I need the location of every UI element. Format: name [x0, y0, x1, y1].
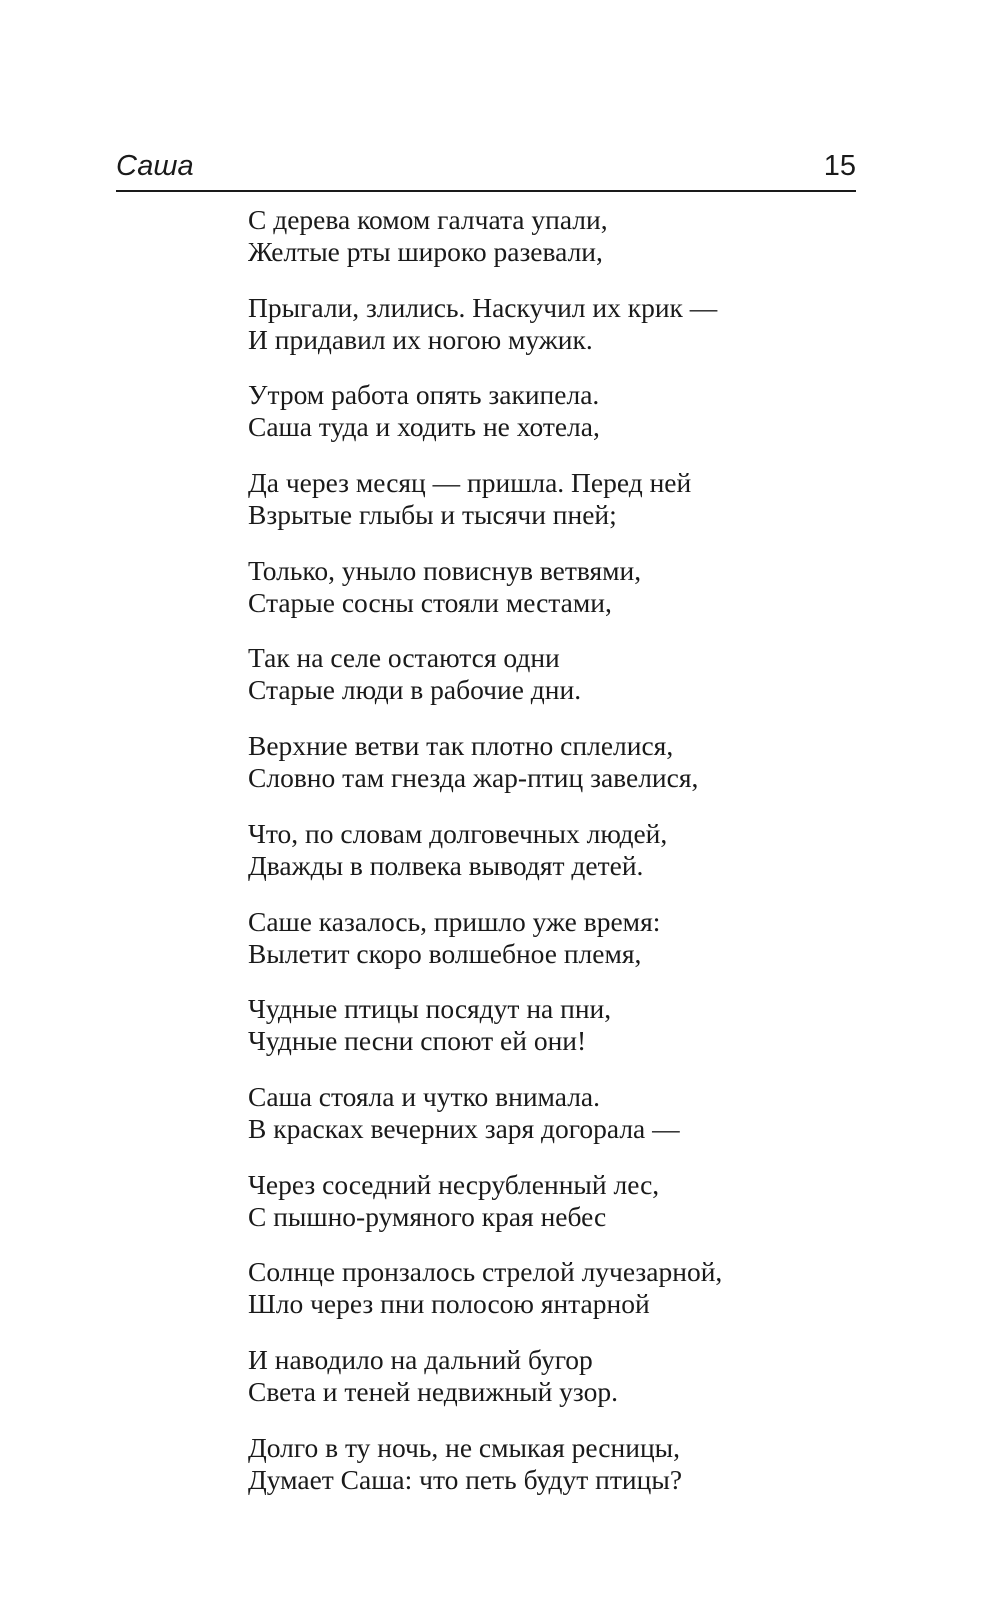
poem-line: Солнце пронзалось стрелой лучезарной,: [248, 1256, 723, 1288]
poem-line: С дерева комом галчата упали,: [248, 204, 608, 235]
stanza: [248, 379, 888, 443]
poem-line: С пышно-румяного края небес: [248, 1200, 607, 1232]
poem-line: Так на селе остаются одни: [248, 642, 560, 674]
poem-line: Света и теней недвижный узор.: [248, 1375, 619, 1407]
poem-line: Шло через пни полосою янтарной: [248, 1288, 650, 1320]
poem-line: Верхние ветви так плотно сплелися,: [248, 730, 674, 762]
page-number: 15: [823, 150, 856, 182]
poem-line: Прыгали, злились. Наскучил их крик —: [248, 291, 718, 323]
stanza: [248, 1256, 888, 1320]
poem-line: В красках вечерних заря догорала —: [248, 1112, 680, 1144]
stanza: [248, 993, 888, 1057]
poem-line: Дважды в полвека выводят детей.: [248, 849, 644, 881]
stanza: [248, 906, 888, 970]
stanza: [248, 730, 888, 794]
poem-line: Утром работа опять закипела.: [248, 379, 600, 411]
poem-line: Взрытые глыбы и тысячи пней;: [248, 499, 617, 531]
poem-line: Саша туда и ходить не хотела,: [248, 411, 600, 443]
poem-body: [248, 204, 888, 1519]
poem-line: Желтые рты широко разевали,: [248, 236, 603, 267]
poem-line: Старые люди в рабочие дни.: [248, 674, 582, 706]
stanza: [248, 642, 888, 706]
poem-line: И придавил их ногою мужик.: [248, 323, 593, 355]
stanza: [248, 555, 888, 619]
poem-line: Чудные песни споют ей они!: [248, 1025, 587, 1057]
poem-line: Вылетит скоро волшебное племя,: [248, 937, 642, 969]
stanza: [248, 1081, 888, 1145]
stanza: [248, 818, 888, 882]
stanza: [248, 292, 888, 356]
poem-line: Старые сосны стояли местами,: [248, 586, 612, 618]
running-header: [116, 148, 856, 192]
stanza: [248, 204, 888, 268]
running-header-title: Саша: [116, 150, 194, 182]
poem-line: Только, уныло повиснув ветвями,: [248, 554, 642, 586]
poem-line: И наводило на дальний бугор: [248, 1343, 593, 1375]
poem-line: Да через месяц — пришла. Перед ней: [248, 467, 692, 499]
poem-line: Долго в ту ночь, не смыкая ресницы,: [248, 1431, 681, 1463]
poem-line: Словно там гнезда жар-птиц завелися,: [248, 762, 699, 794]
poem-line: Чудные птицы посядут на пни,: [248, 993, 612, 1025]
stanza: [248, 1344, 888, 1408]
stanza: [248, 1432, 888, 1496]
stanza: [248, 1169, 888, 1233]
stanza: [248, 467, 888, 531]
poem-line: Что, по словам долговечных людей,: [248, 817, 668, 849]
poem-line: Через соседний несрубленный лес,: [248, 1168, 660, 1200]
poem-line: Думает Саша: что петь будут птицы?: [248, 1463, 683, 1495]
poem-line: Саша стояла и чутко внимала.: [248, 1080, 601, 1112]
poem-line: Саше казалось, пришло уже время:: [248, 905, 661, 937]
